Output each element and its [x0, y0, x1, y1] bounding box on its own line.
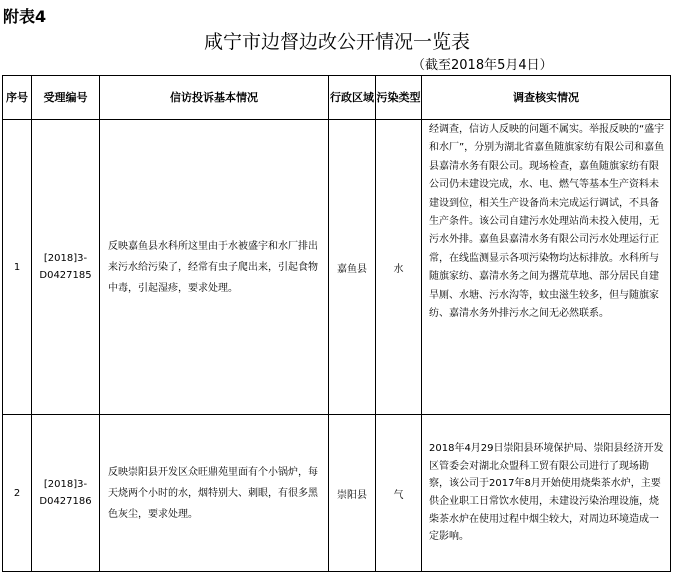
header-type: 污染类型 — [376, 76, 422, 120]
cell-basic: 反映崇阳县开发区众旺鼎苑里面有个小锅炉，每天烧两个小时的水，烟特别大、刺眼，有很多黑色灰尘，要求处理。 — [100, 415, 329, 572]
cell-code: [2018]3-D0427185 — [32, 120, 100, 415]
page-title: 咸宁市边督边改公开情况一览表 — [203, 31, 470, 53]
cell-seq: 1 — [3, 120, 32, 415]
cell-findings: 经调查，信访人反映的问题不属实。举报反映的“盛宇和水厂”，分别为湖北省嘉鱼随旗家纺有限公司和嘉鱼县嘉清水务有限公司。现场检查，嘉鱼随旗家纺有限公司仍未建设完成，水、电、燃气等基本生产资料未建设到位，相关生产设备尚未完成运行调试，不具备生产条件。该公司自建污水处理站尚未投入使用，无污水外排。嘉鱼县嘉清水务有限公司污水处理运行正常，在线监测显示各项污染物均达标排放。水科所与随旗家纺、嘉清水务之间为撂荒草地、部分居民自建旱厕、水塘、污水沟等，蚊虫滋生较多，但与随旗家纺、嘉清水务外排污水之间无必然联系。 — [422, 120, 671, 415]
table-row — [3, 415, 671, 572]
header-findings: 调查核实情况 — [422, 76, 671, 120]
attachment-label: 附表4 — [3, 7, 47, 26]
header-region: 行政区域 — [329, 76, 376, 120]
cell-region: 嘉鱼县 — [329, 120, 376, 415]
cell-type: 水 — [376, 120, 422, 415]
header-seq: 序号 — [3, 76, 32, 120]
cell-basic: 反映嘉鱼县水科所这里由于水被盛宇和水厂排出来污水给污染了，经常有虫子爬出来，引起食物中毒，引起湿疹，要求处理。 — [100, 120, 329, 415]
header-code: 受理编号 — [32, 76, 100, 120]
cell-findings: 2018年4月29日崇阳县环境保护局、崇阳县经济开发区管委会对湖北众盟科工贸有限公司进行了现场勘察，该公司于2017年8月开始使用烧柴茶水炉，主要供企业职工日常饮水使用，未建设污染治理设施，烧柴茶水炉在使用过程中烟尘较大，对周边环境造成一定影响。 — [422, 415, 671, 572]
cell-type: 气 — [376, 415, 422, 572]
as-of-date: （截至2018年5月4日） — [412, 58, 553, 73]
header-row — [3, 76, 671, 120]
cell-seq: 2 — [3, 415, 32, 572]
cell-code: [2018]3-D0427186 — [32, 415, 100, 572]
cell-region: 崇阳县 — [329, 415, 376, 572]
header-basic: 信访投诉基本情况 — [100, 76, 329, 120]
table-row — [3, 120, 671, 415]
petition-table — [2, 75, 671, 572]
